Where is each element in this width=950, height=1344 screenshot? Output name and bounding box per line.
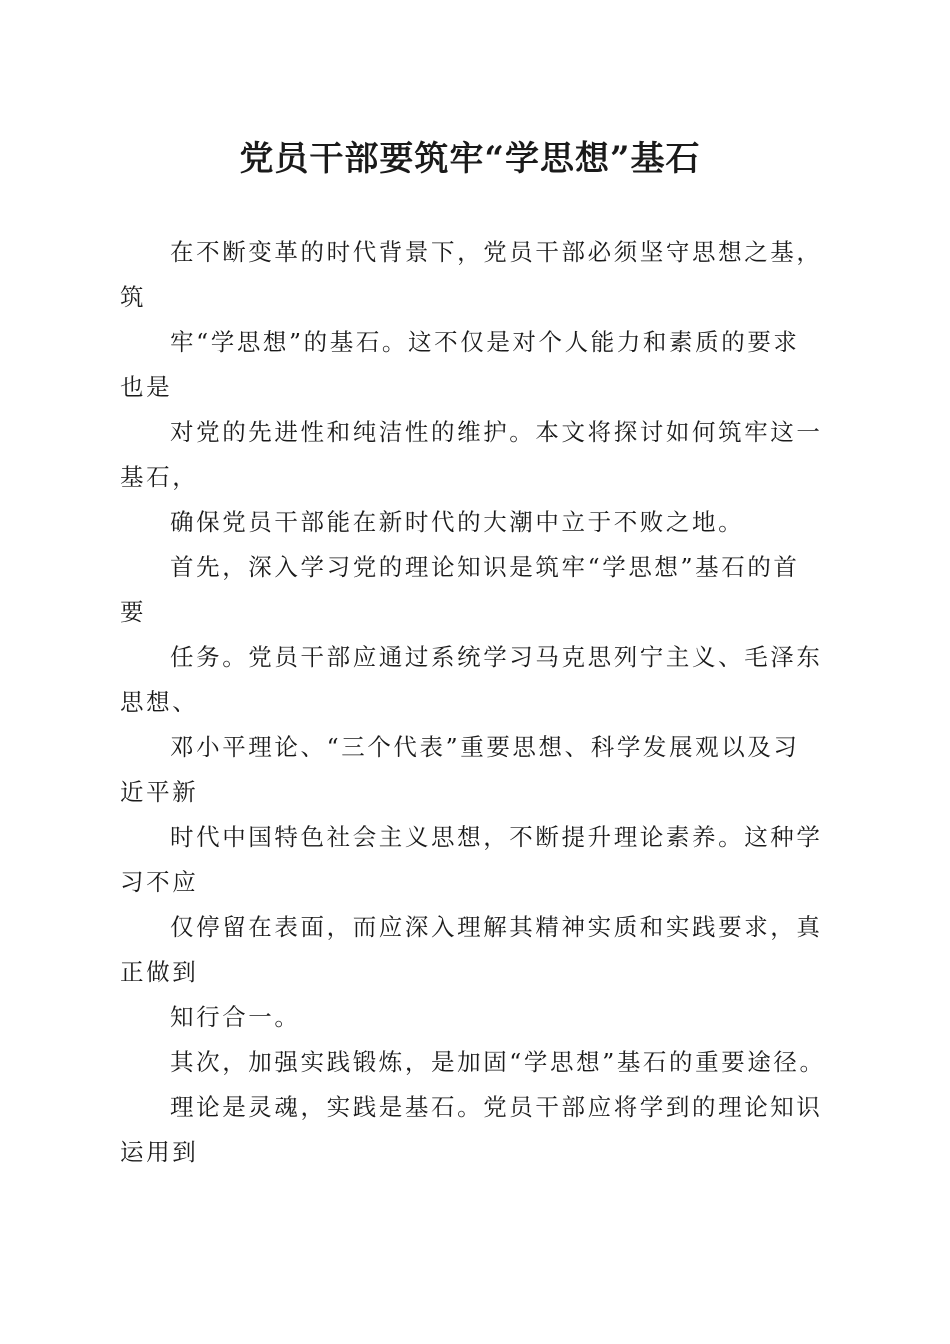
paragraph-wrap: 要 <box>120 598 147 626</box>
paragraph-wrap: 思想、 <box>120 688 199 716</box>
paragraph <box>120 1085 835 1175</box>
paragraph-line: 时代中国特色社会主义思想，不断提升理论素养。这种学 <box>170 823 823 851</box>
document-title: 党员干部要筑牢“学思想”基石 <box>239 139 701 179</box>
paragraph <box>120 815 835 905</box>
paragraph-line: 邓小平理论、“三个代表”重要思想、科学发展观以及习 <box>170 733 800 761</box>
paragraph-line: 在不断变革的时代背景下，党员干部必须坚守思想之基， <box>170 238 823 266</box>
paragraph-line: 首先，深入学习党的理论知识是筑牢“学思想”基石的首 <box>170 553 800 581</box>
document-body <box>120 230 835 1175</box>
paragraph <box>120 635 835 725</box>
paragraph-line: 对党的先进性和纯洁性的维护。本文将探讨如何筑牢这一 <box>170 418 823 446</box>
paragraph <box>120 725 835 815</box>
paragraph <box>120 230 835 320</box>
paragraph <box>120 995 835 1040</box>
paragraph <box>120 320 835 410</box>
paragraph-wrap: 近平新 <box>120 778 199 806</box>
paragraph-line: 任务。党员干部应通过系统学习马克思列宁主义、毛泽东 <box>170 643 823 671</box>
paragraph-wrap: 运用到 <box>120 1138 199 1166</box>
paragraph <box>120 1040 835 1085</box>
paragraph <box>120 410 835 500</box>
paragraph-wrap: 也是 <box>120 373 173 401</box>
paragraph-line: 其次，加强实践锻炼，是加固“学思想”基石的重要途径。 <box>170 1048 826 1076</box>
paragraph-line: 理论是灵魂，实践是基石。党员干部应将学到的理论知识 <box>170 1093 823 1121</box>
paragraph-line: 仅停留在表面，而应深入理解其精神实质和实践要求，真 <box>170 913 823 941</box>
paragraph-wrap: 正做到 <box>120 958 199 986</box>
paragraph-wrap: 基石， <box>120 463 199 491</box>
paragraph-line: 知行合一。 <box>170 1003 301 1031</box>
paragraph <box>120 545 835 635</box>
paragraph <box>120 905 835 995</box>
paragraph <box>120 500 835 545</box>
paragraph-line: 确保党员干部能在新时代的大潮中立于不败之地。 <box>170 508 745 536</box>
paragraph-line: 牢“学思想”的基石。这不仅是对个人能力和素质的要求 <box>170 328 800 356</box>
paragraph-wrap: 筑 <box>120 283 147 311</box>
paragraph-wrap: 习不应 <box>120 868 199 896</box>
